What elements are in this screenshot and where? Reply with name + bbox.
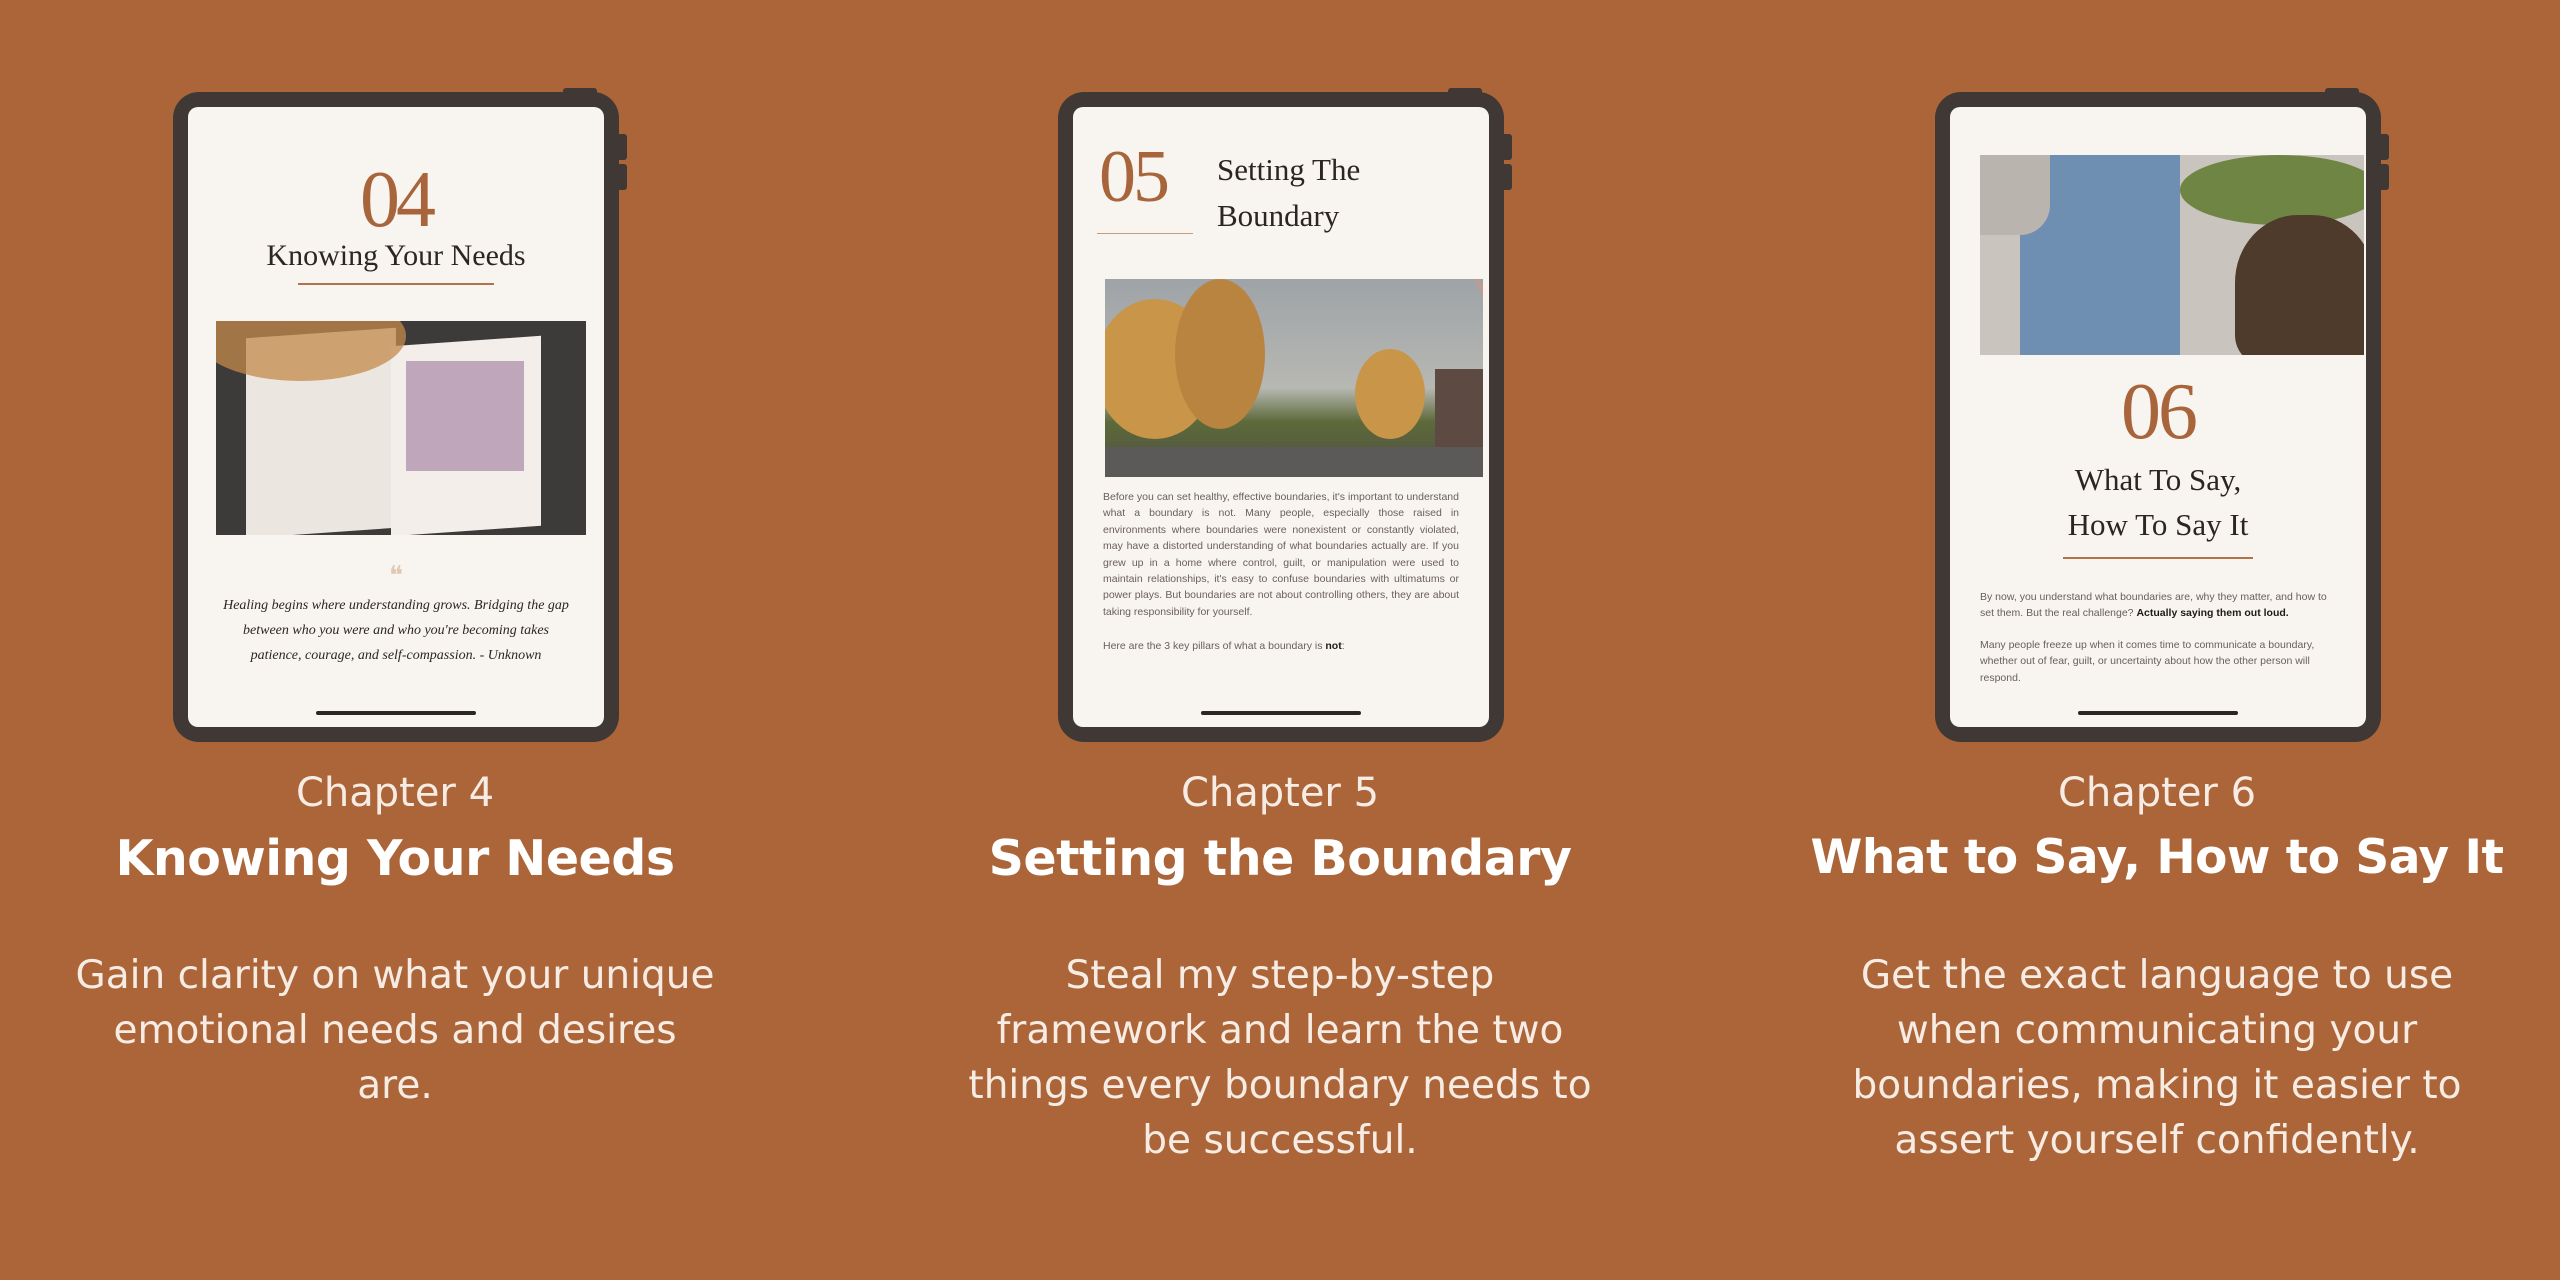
chapter-number: 04 xyxy=(360,156,432,244)
chapter-description: Steal my step-by-step framework and learn the two things every boundary needs to be successful. xyxy=(968,953,1592,1163)
chapter-title: Setting the Boundary xyxy=(988,830,1572,887)
tablet-volume-down-button xyxy=(2379,164,2389,190)
number-underline xyxy=(1097,233,1193,234)
watering-can xyxy=(1980,155,2050,235)
tree xyxy=(1355,349,1425,439)
body-paragraph-2: Many people freeze up when it comes time to communicate a boundary, whether out of fear, guilt, or uncertainty about how the other person will respond. xyxy=(1980,639,2315,684)
screen-title-line-1: Setting The xyxy=(1217,152,1361,187)
book-inner-photo xyxy=(406,361,524,471)
screen-title-line-2: How To Say It xyxy=(2067,507,2249,542)
plant-leaves xyxy=(2180,155,2364,225)
chapter-description: Get the exact language to use when communicating your boundaries, making it easier to assert yourself confidently. xyxy=(1852,953,2462,1163)
tablet-screen xyxy=(188,107,604,727)
house xyxy=(1435,369,1483,449)
paragraph-bold-text: Actually saying them out loud. xyxy=(2136,607,2289,620)
bonsai-trunk xyxy=(2235,215,2364,355)
chapter-card-5 xyxy=(850,0,1710,1280)
quote-icon: ❝ xyxy=(389,561,403,590)
tablet-mockup xyxy=(1935,92,2381,742)
chapter-card-6 xyxy=(1727,0,2560,1280)
book-photo xyxy=(216,321,586,535)
screen-title-line-2: Boundary xyxy=(1217,198,1340,233)
chapter-label: Chapter 6 xyxy=(2057,770,2257,816)
tablet-volume-down-button xyxy=(1502,164,1512,190)
title-underline xyxy=(2063,557,2253,559)
title-underline xyxy=(298,283,494,285)
body-paragraph: Before you can set healthy, effective boundaries, it's important to understand what a boundary is not. Many people, especially those raised in environments where boundaries were nonexistent or constantly violated, may have a distorted understanding of what boundaries actually are. If you grew up in a home where control, guilt, or manipulation were used to maintain relationships, it's easy to confuse boundaries with ultimatums or power plays. But boundaries are not about controlling others, they are about taking responsibility for yourself. xyxy=(1103,491,1459,618)
quote-text: Healing begins where understanding grows. Bridging the gap between who you were and who you're becoming takes patience, courage, and self-compassion. - Unknown xyxy=(223,598,569,663)
chapter-number: 05 xyxy=(1099,136,1167,218)
tablet-mockup xyxy=(1058,92,1504,742)
tablet-volume-down-button xyxy=(617,164,627,190)
rainbow-street-photo xyxy=(1105,279,1483,477)
body-paragraph-1 xyxy=(1980,589,2336,622)
tablet-volume-up-button xyxy=(1502,134,1512,160)
tablet-mockup xyxy=(173,92,619,742)
chapter-label: Chapter 4 xyxy=(295,770,495,816)
chapter-card-4 xyxy=(0,0,825,1280)
home-indicator xyxy=(2078,711,2238,715)
tablet-volume-up-button xyxy=(617,134,627,160)
pillars-intro-text: Here are the 3 key pillars of what a boundary is xyxy=(1103,640,1323,652)
watering-plant-photo xyxy=(1980,155,2364,355)
tree xyxy=(1175,279,1265,429)
screen-chapter-title xyxy=(1950,457,2366,547)
tablet-screen xyxy=(1073,107,1489,727)
chapter-label: Chapter 5 xyxy=(1180,770,1380,816)
screen-title-line-1: What To Say, xyxy=(2074,462,2242,497)
paragraph-text: By now, you understand what boundaries are, why they matter, and how to set them. But the real challenge? xyxy=(1980,591,2327,620)
chapter-description: Gain clarity on what your unique emotional needs and desires are. xyxy=(75,953,715,1108)
chapter-number: 06 xyxy=(2121,368,2195,456)
screen-chapter-title: Knowing Your Needs xyxy=(266,239,526,272)
pillars-intro-bold: not xyxy=(1325,640,1342,652)
chapter-title: Knowing Your Needs xyxy=(115,830,675,887)
tablet-power-button xyxy=(563,88,597,98)
home-indicator xyxy=(316,711,476,715)
tablet-volume-up-button xyxy=(2379,134,2389,160)
pillars-intro: Here are the 3 key pillars of what a boundary is not: xyxy=(1103,640,1345,652)
chapter-title: What to Say, How to Say It xyxy=(1810,830,2504,885)
screen-chapter-title xyxy=(1217,147,1360,239)
tablet-power-button xyxy=(2325,88,2359,98)
home-indicator xyxy=(1201,711,1361,715)
tablet-power-button xyxy=(1448,88,1482,98)
road xyxy=(1105,447,1483,477)
tablet-screen xyxy=(1950,107,2366,727)
